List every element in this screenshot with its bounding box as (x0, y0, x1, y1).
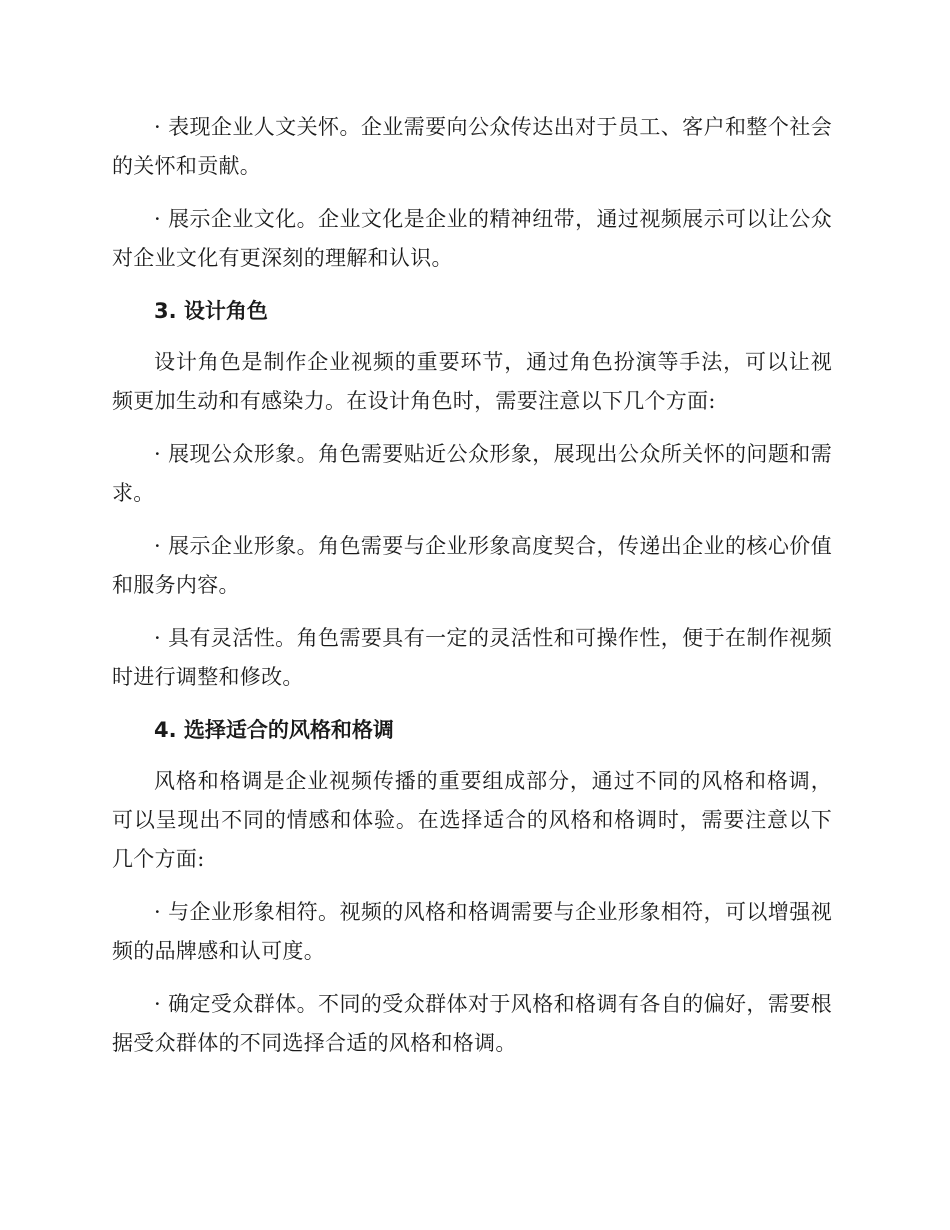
paragraph-public-image: · 展现公众形象。角色需要贴近公众形象，展现出公众所关怀的问题和需求。 (112, 442, 832, 505)
paragraph-humanistic-care: · 表现企业人文关怀。企业需要向公众传达出对于员工、客户和整个社会的关怀和贡献。 (112, 115, 832, 178)
section-heading-design-roles: 3. 设计角色 (154, 299, 268, 323)
paragraph-flexibility: · 具有灵活性。角色需要具有一定的灵活性和可操作性，便于在制作视频时进行调整和修改。 (112, 626, 832, 689)
paragraph-design-roles-intro: 设计角色是制作企业视频的重要环节，通过角色扮演等手法，可以让视频更加生动和有感染力。在设计角色时，需要注意以下几个方面: (112, 350, 832, 413)
paragraph-match-brand: · 与企业形象相符。视频的风格和格调需要与企业形象相符，可以增强视频的品牌感和认可度。 (112, 900, 832, 963)
paragraph-corporate-image: · 展示企业形象。角色需要与企业形象高度契合，传递出企业的核心价值和服务内容。 (112, 534, 832, 597)
paragraph-corporate-culture: · 展示企业文化。企业文化是企业的精神纽带，通过视频展示可以让公众对企业文化有更深刻的理解和认识。 (112, 207, 832, 270)
section-heading-style-tone: 4. 选择适合的风格和格调 (154, 718, 394, 742)
paragraph-style-tone-intro: 风格和格调是企业视频传播的重要组成部分，通过不同的风格和格调，可以呈现出不同的情感和体验。在选择适合的风格和格调时，需要注意以下几个方面: (112, 769, 832, 871)
paragraph-target-audience: · 确定受众群体。不同的受众群体对于风格和格调有各自的偏好，需要根据受众群体的不同选择合适的风格和格调。 (112, 992, 832, 1055)
